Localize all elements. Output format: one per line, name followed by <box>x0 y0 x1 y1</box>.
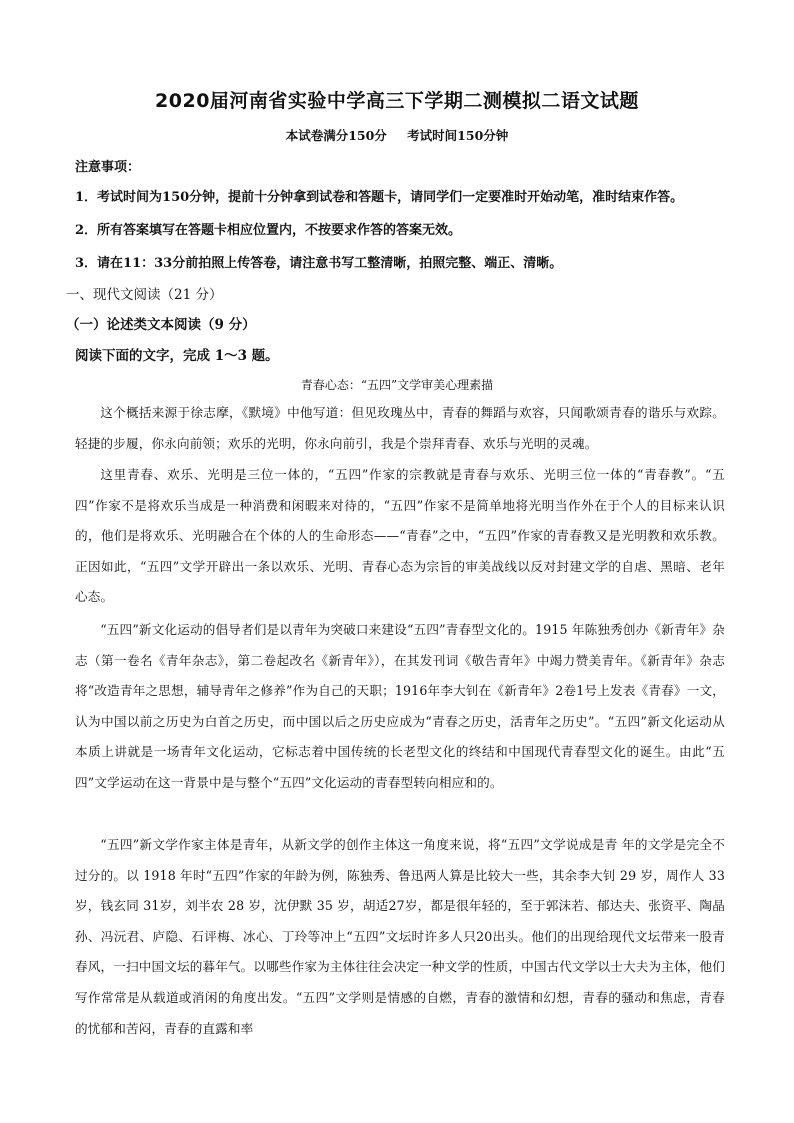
subsection-heading: （一）论述类文本阅读（9 分） <box>66 317 256 333</box>
article-paragraph-3: “五四”新文化运动的倡导者们是以青年为突破口来建设“五四”青春型文化的。1915 年陈独秀创办《新青年》杂志（第一卷名《青年杂志》，第二卷起改名《新青年》），在其发刊词《敬告青年》中竭力赞美青年。《新青年》杂志将“改造青年之思想，辅导青年之修养”作为自己的天职；1916年李大钊在《新青年》2卷1号上发表《青春》一文，认为中国以前之历史为白首之历史，而中国以后之历史应成为“青春之历史，活青年之历史”。“五四”新文化运动从本质上讲就是一场青年文化运动，它标志着中国传统的长老型文化的终结和中国现代青春型文化的诞生。由此“五四”文学运动在这一背景中是与整个“五四”文化运动的青春型转向相应和的。 <box>75 622 725 790</box>
notice-item-3: 3．请在11：33分前拍照上传答卷，请注意书写工整清晰，拍照完整、端正、清晰。 <box>75 256 563 271</box>
article-paragraph-2: 这里青春、欢乐、光明是三位一体的，“五四”作家的宗教就是青春与欢乐、光明三位一体的“青春教”。“五四”作家不是将欢乐当成是一种消费和闲暇来对待的，“五四”作家不是简单地将光明当作外在于个人的目标来认识的，他们是将欢乐、光明融合在个体的人的生命形态——“青春”之中，“五四”作家的青春教又是光明教和欢乐教。正因如此，“五四”文学开辟出一条以欢乐、光明、青春心态为宗旨的审美战线以反对封建文学的自虐、黑暗、老年心态。 <box>75 467 725 605</box>
exam-info <box>0 126 794 144</box>
time-info: 考试时间150分钟 <box>407 128 509 143</box>
notice-item-1: 1．考试时间为150分钟，提前十分钟拿到试卷和答题卡，请同学们一定要准时开始动笔，准时结束作答。 <box>75 190 684 205</box>
notice-item-2: 2．所有答案填写在答题卡相应位置内，不按要求作答的答案无效。 <box>75 223 462 238</box>
article-paragraph-1: 这个概括来源于徐志摩，《默境》中他写道：但见玫瑰丛中，青春的舞蹈与欢容，只闻歌颂青春的谐乐与欢踪。轻捷的步履，你永向前领；欢乐的光明，你永向前引，我是个崇拜青春、欢乐与光明的灵魂。 <box>75 405 725 451</box>
page-title: 2020届河南省实验中学高三下学期二测模拟二语文试题 <box>155 90 639 112</box>
section-heading: 一、现代文阅读（21 分） <box>66 287 223 303</box>
notice-heading: 注意事项： <box>75 160 141 175</box>
article-paragraph-4: “五四”新文学作家主体是青年，从新文学的创作主体这一角度来说，将“五四”文学说成是青 年的文学是完全不过分的。以 1918 年时“五四”作家的年龄为例，陈独秀、鲁迅两人算是比较大一些，其余李大钊 29 岁，周作人 33 岁，钱玄同 31岁，刘半农 28 岁，沈伊默 35 岁，胡适27岁，都是很年轻的，至于郭沫若、郁达夫、张资平、陶晶孙、冯沅君、庐隐、石评梅、冰心、丁玲等冲上“五四”文坛时许多人只20出头。他们的出现给现代文坛带来一股青春风，一扫中国文坛的暮年气。以哪些作家为主体往往会决定一种文学的性质，中国古代文学以士大夫为主体，他们写作常常是从载道或消闲的角度出发。“五四”文学则是情感的自燃，青春的激情和幻想，青春的骚动和焦虑，青春的忧郁和苦闷，青春的直露和率 <box>75 837 725 1036</box>
score-info: 本试卷满分150分 <box>285 128 387 143</box>
reading-instruction: 阅读下面的文字，完成 1～3 题。 <box>75 348 279 364</box>
article-title: 青春心态：“五四”文学审美心理素描 <box>300 378 494 392</box>
